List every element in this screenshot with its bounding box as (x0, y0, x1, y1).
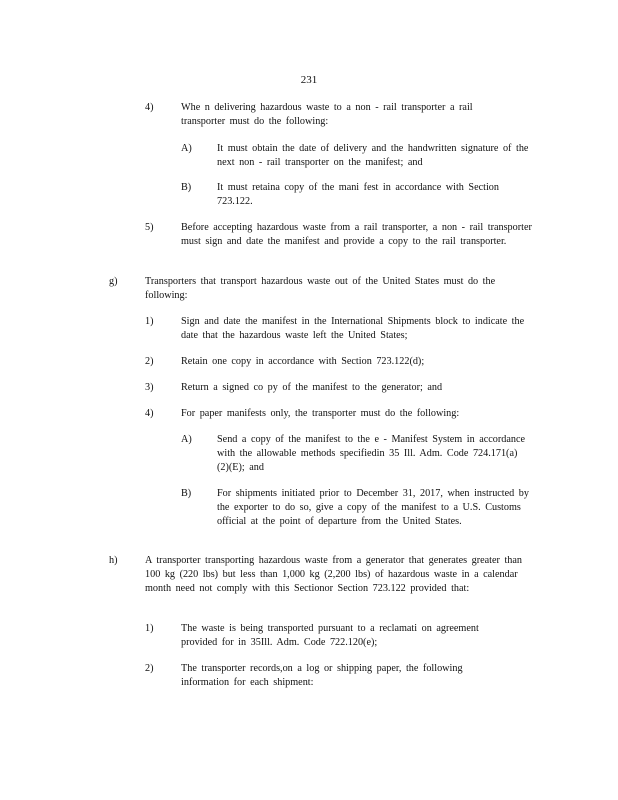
item-label: 1) (145, 623, 154, 634)
item-label: 2) (145, 356, 154, 367)
item-label: A) (181, 143, 192, 154)
item-text: Sign and date the manifest in the International Shipments block to indicate the date that the hazardous waste left the United States; (181, 316, 525, 341)
item-label: 4) (145, 102, 154, 113)
item-label: A) (181, 434, 192, 445)
item-label: 3) (145, 382, 154, 393)
item-text: A transporter transporting hazardous waste from a generator that generates greater than 100 kg (220 lbs) but less than 1,000 kg (2,200 lbs) of hazardous waste in a calendar month need not comply with this Sectionor Section 723.122 provided that: (145, 555, 522, 594)
item-text: Transporters that transport hazardous waste out of the United States must do the following: (145, 276, 496, 301)
item-text: For paper manifests only, the transporter must do the following: (181, 408, 460, 419)
item-label: g) (109, 276, 118, 287)
item-text: The transporter records,on a log or shipping paper, the following information for each shipment: (181, 663, 463, 688)
item-text: Retain one copy in accordance with Section 723.122(d); (181, 356, 425, 367)
item-label: 1) (145, 316, 154, 327)
item-text: Send a copy of the manifest to the e - Manifest System in accordance with the allowable methods specifiedin 35 Ill. Adm. Code 724.171(a)(2)(E); and (217, 434, 526, 473)
item-text: It must retaina copy of the mani fest in accordance with Section 723.122. (217, 182, 499, 207)
item-label: 4) (145, 408, 154, 419)
item-text: Return a signed co py of the manifest to the generator; and (181, 382, 443, 393)
item-text: Whe n delivering hazardous waste to a non - rail transporter a rail transporter must do the following: (181, 102, 473, 127)
item-text: The waste is being transported pursuant to a reclamati on agreement provided for in 35Ill. Adm. Code 722.120(e); (181, 623, 479, 648)
page-number: 231 (300, 74, 318, 86)
item-label: 2) (145, 663, 154, 674)
item-text: Before accepting hazardous waste from a rail transporter, a non - rail transporter must sign and date the manifest and provide a copy to the rail transporter. (181, 222, 532, 247)
item-label: B) (181, 182, 192, 193)
item-label: h) (109, 555, 118, 566)
item-text: It must obtain the date of delivery and the handwritten signature of the next non - rail transporter on the manifest; and (217, 143, 529, 168)
item-label: 5) (145, 222, 154, 233)
item-text: For shipments initiated prior to December 31, 2017, when instructed by the exporter to do so, give a copy of the manifest to a U.S. Customs official at the point of departure from the United States. (217, 488, 529, 527)
item-label: B) (181, 488, 192, 499)
